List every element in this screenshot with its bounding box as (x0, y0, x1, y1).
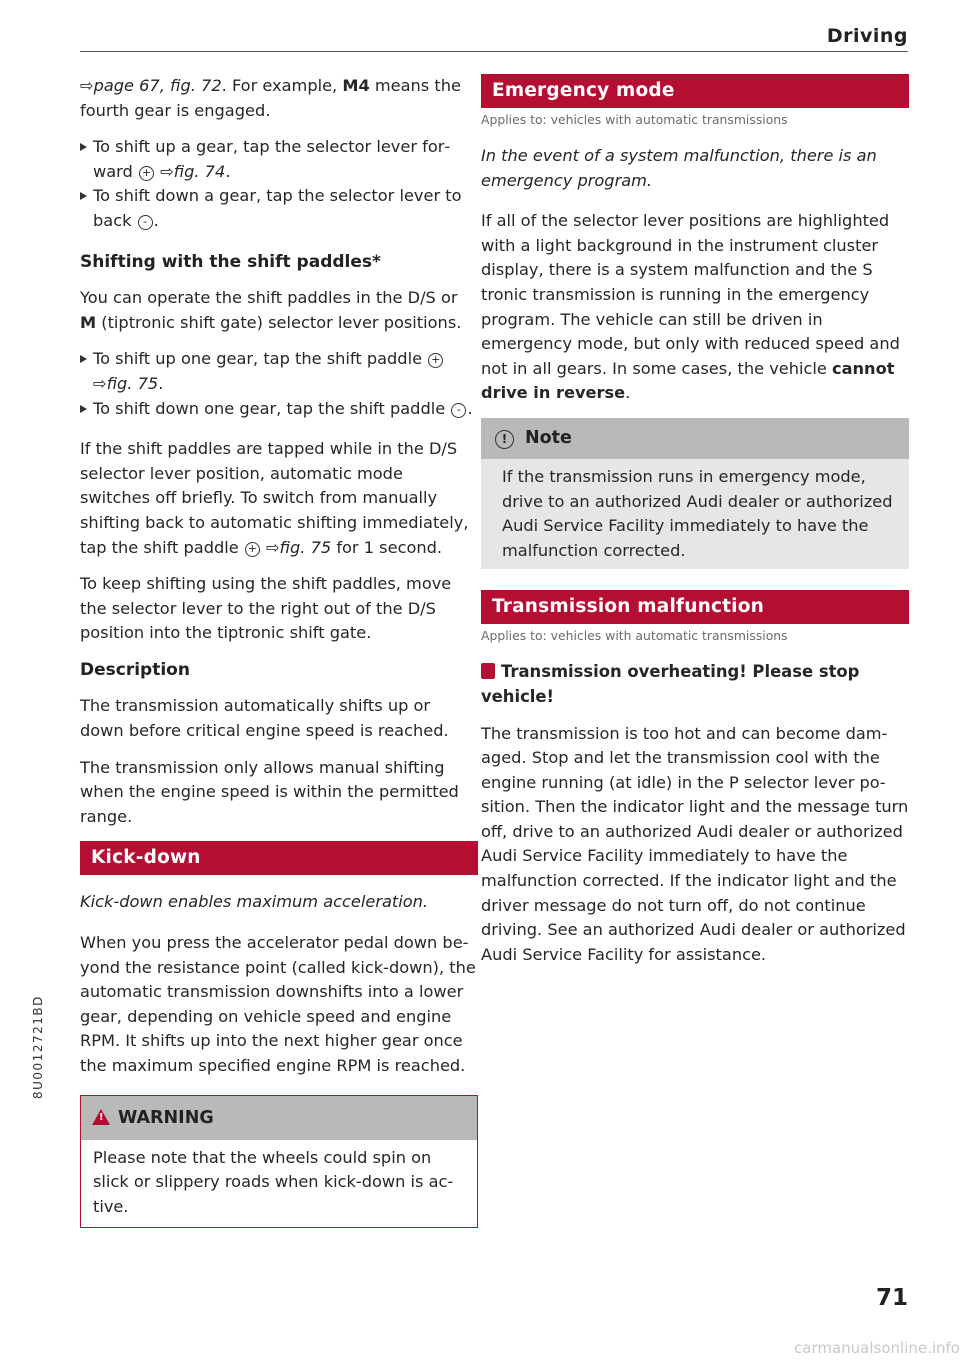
list-item (80, 397, 478, 422)
paragraph (80, 286, 478, 335)
warning-body: Please note that the wheels could spin on slick or slippery roads when kick-down is active. (93, 1147, 454, 1216)
info-icon: ! (495, 430, 514, 449)
text-span: To shift down a gear, tap the selector lever to back (93, 186, 462, 230)
paragraph (481, 209, 909, 406)
warning-title: WARNING (118, 1107, 214, 1128)
bold-span: M (80, 312, 97, 332)
subheading-text: Transmission overheating! Please stop vehicle! (481, 662, 860, 706)
text-span: If all of the selector lever positions are highlighted with a light background in the instrument cluster display, there is a system malfunction and the S tronic transmission is running in the emergency program. The vehicle can still be driven in emergency mode, but only with reduced speed and not in all gears. In some cases, the vehicle (481, 211, 900, 378)
warning-header (81, 1096, 477, 1140)
list-item (80, 347, 478, 396)
section-heading-description: Description (80, 659, 190, 680)
intro-paragraph: In the event of a system malfunction, there is an emergency program. (481, 146, 877, 190)
paragraph: The transmission is too hot and can become damaged. Stop and let the transmission cool with the engine running (at idle) in the P selector lever position. Then the indicator light and the message turn off, drive to an authorized Audi dealer or authorized Audi Service Facility immediately to have the malfunction corrected. If the indicator light and the driver message do not turn off, do not continue driving. See an authorized Audi dealer or authorized Audi Service Facility for assistance. (481, 723, 909, 964)
minus-circle-icon: - (451, 403, 466, 418)
page-number: 71 (875, 1285, 908, 1311)
bold-span: cannot drive in reverse (481, 358, 895, 403)
paragraph (80, 437, 478, 560)
continuation-paragraph (80, 74, 478, 123)
text-span: for 1 second. (331, 537, 443, 557)
warning-triangle-icon (92, 1109, 110, 1125)
text-span: . (158, 373, 164, 393)
paragraph: To keep shifting using the shift paddles, move the selector lever to the right out of the D/S position into the tiptronic shift gate. (80, 574, 452, 643)
text-span: To shift down one gear, tap the shift paddle (93, 398, 451, 418)
plus-circle-icon: + (245, 542, 260, 557)
text-span: . (467, 398, 473, 418)
text-span: (tiptronic shift gate) selector lever positions. (96, 312, 462, 332)
text-span: If the shift paddles are tapped while in the D/S selector lever position, automatic mode switches off briefly. To switch from manually shifting back to automatic shifting immediately, tap the shift paddle (80, 439, 469, 557)
right-column (481, 74, 909, 979)
text-span: To shift up a gear, tap the selector lever forward (93, 137, 451, 181)
gear-label: M4 (342, 76, 370, 95)
applies-to-note: Applies to: vehicles with automatic transmissions (481, 628, 788, 644)
plus-circle-icon: + (428, 353, 443, 368)
plus-circle-icon: + (139, 166, 154, 181)
note-box (481, 418, 909, 569)
text-span: To shift up one gear, tap the shift paddle (93, 349, 428, 369)
text-span: . (225, 161, 231, 181)
list-item (80, 135, 478, 184)
overheating-subheading (481, 660, 909, 709)
left-column (80, 74, 478, 1228)
text-span: . (153, 210, 159, 230)
watermark: carmanualsonline.info (794, 1339, 960, 1357)
cross-reference[interactable]: ⇨fig. 74 (154, 161, 226, 181)
document-code: 8U0012721BD (31, 995, 45, 1099)
bullet-list (80, 347, 478, 421)
kick-down-heading: Kick-down (80, 841, 478, 875)
minus-circle-icon: - (138, 215, 153, 230)
note-header (481, 418, 909, 459)
paragraph: The transmission only allows manual shifting when the engine speed is within the permitted range. (80, 757, 459, 826)
note-body: If the transmission runs in emergency mode, drive to an authorized Audi dealer or authorized Audi Service Facility immediately to have the malfunction corrected. (502, 466, 893, 560)
paragraph: When you press the accelerator pedal down beyond the resistance point (called kick-down), the automatic transmission downshifts into a lower gear, depending on vehicle speed and engine RPM. It shifts up into the next higher gear once the maximum specified engine RPM is reached. (80, 933, 476, 1075)
text-span: . (625, 383, 631, 403)
text-span: means the fourth gear is engaged. (80, 76, 461, 120)
red-indicator-icon (481, 663, 495, 679)
list-item (80, 184, 478, 233)
page-section-title: Driving (826, 25, 908, 47)
text-span: You can operate the shift paddles in the D/S or (80, 288, 458, 308)
intro-paragraph: Kick-down enables maximum acceleration. (80, 892, 429, 912)
header-rule (80, 51, 908, 52)
cross-reference[interactable]: ⇨fig. 75 (260, 537, 332, 557)
cross-reference[interactable]: ⇨fig. 75 (93, 373, 159, 393)
warning-box (80, 1095, 478, 1229)
text-span: . For example, (221, 76, 343, 95)
section-heading-paddles: Shifting with the shift paddles* (80, 251, 381, 272)
cross-reference[interactable]: ⇨page 67, fig. 72 (80, 76, 222, 95)
applies-to-note: Applies to: vehicles with automatic transmissions (481, 112, 788, 127)
transmission-malfunction-heading: Transmission malfunction (481, 590, 909, 624)
paragraph: The transmission automatically shifts up or down before critical engine speed is reached. (80, 696, 449, 741)
note-title: Note (525, 427, 572, 448)
bullet-list (80, 135, 478, 233)
emergency-mode-heading: Emergency mode (481, 74, 909, 108)
